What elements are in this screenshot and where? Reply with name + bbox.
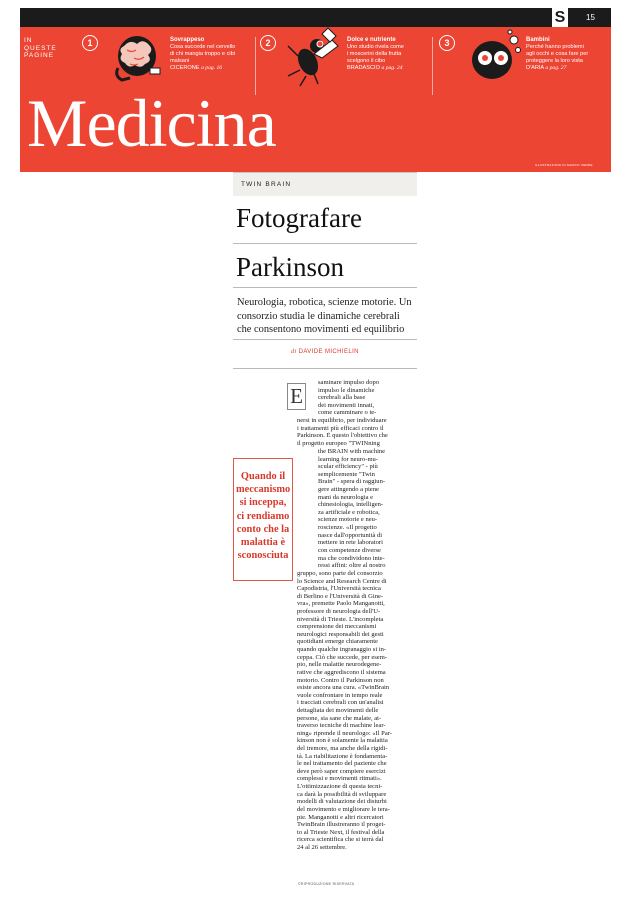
teaser-1-page-ref: a pag. 16	[201, 65, 223, 71]
article-subtitle: Neurologia, robotica, scienze motorie. Un consorzio studia le dinamiche cerebrali che consentono movimenti ed equilibrio	[237, 297, 412, 335]
teaser-1-text	[170, 37, 252, 72]
teaser-2-page-ref: a pag. 24	[381, 65, 403, 71]
teaser-2-number: 2	[260, 35, 276, 51]
teaser-3-line: proteggere la loro vista	[526, 58, 583, 64]
section-title: Medicina	[27, 85, 276, 161]
body-line: ceppa. Ciò che succede, per esem-	[297, 653, 387, 661]
article-title-line-1: Fotografare	[236, 203, 362, 233]
article-body-block-2	[297, 417, 412, 447]
body-line: mani da neurologia e	[318, 493, 374, 501]
body-line: chinesiologia, intelligen-	[318, 501, 384, 509]
title-divider	[233, 243, 417, 244]
teaser-3-page-ref: a pag. 27	[545, 65, 567, 71]
page-number: 15	[586, 13, 595, 22]
teaser-2-line: i moscerini della frutta	[347, 51, 402, 57]
pull-quote: Quando il meccanismo si inceppa, ci rendiamo conto che la malattia è sconosciuta	[233, 458, 293, 581]
body-line: con competenze diverse	[318, 546, 381, 554]
body-line: professore di neurologia dell'U-	[297, 608, 381, 616]
subtitle-divider	[233, 339, 417, 340]
teaser-2-title: Dolce e nutriente	[347, 37, 396, 43]
copyright-note: ©RIPRODUZIONE RISERVATA	[298, 882, 355, 886]
teaser-3-author: D'ARIA	[526, 65, 544, 71]
body-line: ca darà la possibilità di sviluppare	[297, 790, 387, 798]
body-line: vuole confrontare in tempo reale	[297, 691, 383, 699]
body-line: learning for neuro-mu-	[318, 455, 378, 463]
body-line: quando qualche ingranaggio si in-	[297, 646, 387, 654]
body-line: come camminare o te-	[318, 409, 377, 417]
teaser-2-author: BRADASCIO	[347, 65, 380, 71]
body-line: 24 al 26 settembre.	[297, 843, 347, 851]
body-line: kinson non è solamente la malattia	[297, 737, 388, 745]
body-line: comprensione dei meccanismi	[297, 623, 377, 631]
illustration-credit: ILLUSTRAZIONI DI MARCO VERDE	[535, 163, 593, 167]
body-line: complessi e movimenti ritmati».	[297, 775, 382, 783]
body-line: di Berlino e l'Università di Gine-	[297, 592, 384, 600]
body-line: nersi in equilibrio, per individuare	[297, 417, 387, 424]
body-line: quotidiani emerge chiaramente	[297, 638, 378, 646]
body-line: dei movimenti innati,	[318, 401, 375, 409]
teaser-3-title: Bambini	[526, 37, 550, 43]
teaser-1-line: Cosa succede nel cervello	[170, 44, 236, 50]
byline	[233, 349, 417, 355]
child-eyes-icon	[466, 26, 524, 88]
body-line: traverso tecniche di machine lear-	[297, 722, 386, 730]
body-line: Brain" - spera di raggiun-	[318, 478, 386, 486]
body-line: L'ottimizzazione di questa tecni-	[297, 783, 383, 791]
body-line: lo Science and Research Centre di	[297, 577, 387, 585]
body-line: il progetto europeo "TWINning	[297, 439, 380, 447]
body-line: rative che aggrediscono il sistema	[297, 668, 386, 676]
body-line: ma che condividono inte-	[318, 554, 385, 562]
fruit-fly-icon	[284, 26, 344, 88]
teaser-1-number: 1	[82, 35, 98, 51]
title-divider	[233, 287, 417, 288]
teaser-2-line: scelgono il cibo	[347, 58, 386, 64]
body-line: cerebrali alla base	[318, 394, 366, 402]
body-line: scienze motorie e neu-	[318, 516, 378, 524]
teaser-1-line: malsani	[170, 58, 190, 64]
body-line: nasce dall'opportunità di	[318, 531, 383, 539]
article-title-line-2: Parkinson	[236, 252, 344, 282]
teaser-3-text	[526, 37, 608, 72]
body-line: vra», premette Paolo Manganotti,	[297, 600, 385, 608]
body-line: niversità di Trieste. L'incompleta	[297, 615, 384, 623]
section-logo: S	[552, 8, 568, 27]
teaser-1-author: CICERONE	[170, 65, 200, 71]
body-line: tà. La riabilitazione è fondamenta-	[297, 752, 388, 760]
body-line: pio, nelle malattie neurodegene-	[297, 661, 382, 669]
article-body-block-3	[318, 448, 412, 570]
body-line: semplicemente "Twin	[318, 470, 375, 478]
article-body-block-4	[297, 570, 412, 852]
body-line: persone, sia sane che malate, at-	[297, 714, 382, 722]
body-line: pie. Manganotti e altri ricercatori	[297, 813, 384, 821]
body-line: i trattamenti più efficaci contro il	[297, 424, 384, 432]
body-line: deve però saper compiere esercizi	[297, 767, 386, 775]
body-line: motorio. Contro il Parkinson non	[297, 676, 384, 684]
body-line: the BRAIN with machine	[318, 448, 386, 455]
body-line: neurologici responsabili dei gesti	[297, 630, 384, 638]
body-line: i tracciati cerebrali con un'analisi	[297, 699, 384, 707]
body-line: ressi affini: oltre al nostro	[318, 562, 386, 570]
teaser-3-line: Perché hanno problemi	[526, 44, 584, 50]
body-line: to al Trieste Next, il festival della	[297, 828, 385, 836]
body-line: scular efficiency" - più	[318, 463, 378, 471]
teaser-1-line: di chi mangia troppo e cibi	[170, 51, 235, 57]
teaser-1-title: Sovrappeso	[170, 37, 205, 43]
article-kicker: TWIN BRAIN	[233, 172, 417, 196]
body-line: Parkinson. È questo l'obiettivo che	[297, 432, 388, 440]
body-line: dettagliata dei movimenti delle	[297, 706, 379, 714]
teaser-3-line: agli occhi e cosa fare per	[526, 51, 589, 57]
teaser-2-line: Uno studio rivela come	[347, 44, 404, 50]
body-line: del movimento e migliorare le tera-	[297, 805, 390, 813]
body-line: del tremore, ma anche della rigidi-	[297, 745, 388, 753]
overeating-head-icon	[110, 28, 168, 88]
body-line: ning» riprende il neurologo: «Il Par-	[297, 729, 392, 737]
body-line: roscienze. «Il progetto	[318, 524, 377, 532]
top-bar	[20, 8, 611, 27]
body-line: impulso le dinamiche	[318, 386, 375, 394]
body-line: esiste ancora una cura. «TwinBrain	[297, 684, 390, 692]
body-line: za artificiale e robotica,	[318, 508, 380, 516]
body-line: ricerca scientifica che si terrà dal	[297, 836, 384, 844]
byline-prefix: di	[291, 349, 297, 355]
teaser-divider	[432, 37, 433, 95]
byline-author: DAVIDE MICHIELIN	[298, 349, 359, 355]
byline-divider	[233, 368, 417, 369]
body-line: gruppo, sono parte del consorzio	[297, 570, 383, 577]
intro-label: IN QUESTE PAGINE	[24, 37, 57, 59]
body-line: saminare impulso dopo	[318, 379, 380, 386]
body-line: gere attingendo a piene	[318, 486, 379, 494]
teaser-2-text	[347, 37, 429, 72]
body-line: le nel trattamento del paziente che	[297, 760, 387, 768]
body-line: modelli di valutazione dei disturbi	[297, 798, 387, 806]
body-line: mettere in rete laboratori	[318, 539, 383, 547]
article-body-block-1	[318, 379, 412, 417]
body-line: TwinBrain illustreranno il proget-	[297, 821, 386, 829]
teaser-3-number: 3	[439, 35, 455, 51]
body-line: Capodistria, l'Università tecnica	[297, 585, 381, 593]
drop-cap: E	[287, 383, 306, 410]
